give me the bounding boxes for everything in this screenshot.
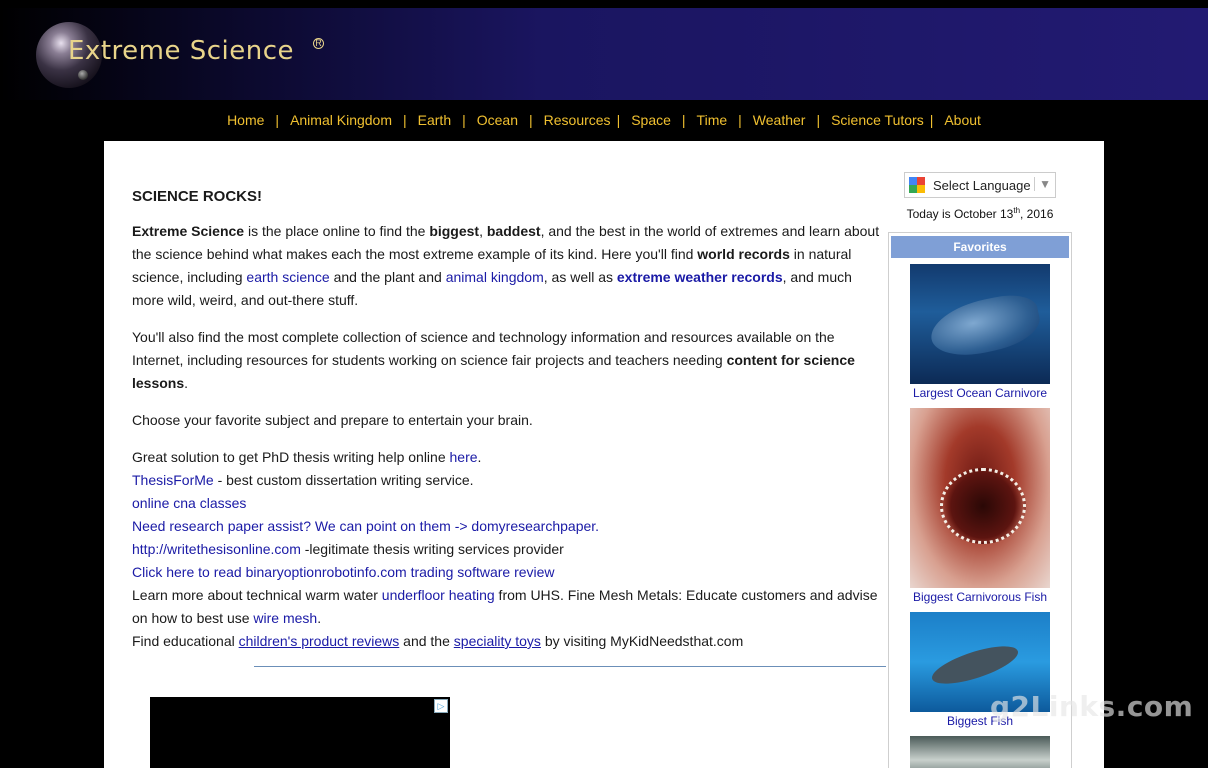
nav-home[interactable]: Home — [227, 112, 265, 128]
favorite-item[interactable] — [889, 736, 1071, 768]
page-title: SCIENCE ROCKS! — [132, 188, 263, 205]
link-text: . — [317, 610, 322, 626]
divider — [254, 666, 886, 667]
whale-image[interactable] — [910, 264, 1050, 384]
main-nav — [0, 108, 1208, 134]
list-item — [132, 630, 880, 653]
link-text: from UHS. Fine Mesh Metals: Educate customers and advise on how to best use — [132, 587, 878, 626]
nav-separator: | — [529, 112, 533, 128]
sponsored-links — [132, 446, 880, 653]
research-paper-link[interactable]: Need research paper assist? We can point on them -> domyresearchpaper. — [132, 518, 600, 534]
choose-paragraph: Choose your favorite subject and prepare to entertain your brain. — [132, 412, 533, 428]
watermark: g2Links.com — [990, 690, 1194, 723]
nav-separator: | — [275, 112, 280, 128]
product-reviews-link[interactable]: children's product reviews — [238, 633, 400, 649]
date-year: , 2016 — [1020, 207, 1054, 221]
animal-kingdom-link[interactable]: animal kingdom — [445, 269, 544, 285]
date-suffix: th — [1013, 206, 1021, 215]
intro-paragraph — [132, 220, 880, 312]
favorite-caption[interactable]: Biggest Carnivorous Fish — [912, 590, 1048, 604]
nav-time[interactable]: Time — [696, 112, 728, 128]
nav-separator: | — [816, 112, 821, 128]
favorite-image[interactable] — [910, 736, 1050, 768]
list-item — [132, 538, 880, 561]
nav-separator: | — [616, 112, 621, 128]
extreme-weather-link[interactable]: extreme weather records — [616, 269, 783, 285]
binaryoption-link[interactable]: Click here to read binaryoptionrobotinfo.com trading software review — [132, 564, 555, 580]
nav-separator: | — [929, 112, 934, 128]
nav-ocean[interactable]: Ocean — [476, 112, 518, 128]
resources-text: . — [184, 375, 189, 391]
nav-separator: | — [403, 112, 407, 128]
link-text: Great solution to get PhD thesis writing help online — [132, 449, 450, 465]
list-item — [132, 561, 880, 584]
nav-separator: | — [462, 112, 466, 128]
resources-paragraph — [132, 326, 880, 395]
date-text: Today is October 13 — [906, 207, 1014, 221]
dropdown-arrow-icon[interactable]: ▼ — [1034, 177, 1051, 191]
intro-text: is the place online to find the — [244, 223, 430, 239]
underfloor-heating-link[interactable]: underfloor heating — [381, 587, 495, 603]
logo-small-sphere-icon — [78, 70, 88, 80]
favorites-panel — [888, 232, 1072, 768]
wire-mesh-link[interactable]: wire mesh — [253, 610, 318, 626]
language-select[interactable] — [904, 172, 1056, 198]
nav-science-tutors[interactable]: Science Tutors — [831, 112, 924, 128]
speciality-toys-link[interactable]: speciality toys — [453, 633, 541, 649]
cna-classes-link[interactable]: online cna classes — [132, 495, 247, 511]
link-text: - best custom dissertation writing service. — [213, 472, 474, 488]
shark-image[interactable] — [910, 408, 1050, 588]
nav-separator: | — [738, 112, 742, 128]
favorite-caption[interactable]: Biggest Fish — [946, 714, 1014, 728]
resources-bold: content for science lessons — [132, 352, 855, 391]
site-logo[interactable]: Extreme Science — [68, 36, 294, 66]
google-translate-icon — [909, 177, 925, 193]
main-content — [132, 185, 880, 653]
intro-brand: Extreme Science — [132, 223, 245, 239]
intro-bold: baddest — [486, 223, 541, 239]
thesisforme-link[interactable]: ThesisForMe — [132, 472, 214, 488]
nav-weather[interactable]: Weather — [752, 112, 806, 128]
intro-text: , — [479, 223, 487, 239]
list-item — [132, 515, 880, 538]
intro-text: , and the best in the world of extremes and learn about the science behind what makes each the most extreme example of its kind. Here you'll find — [132, 223, 880, 262]
today-date — [894, 206, 1066, 221]
intro-bold: world records — [697, 246, 790, 262]
link-text: Find educational — [132, 633, 239, 649]
link-text: . — [477, 449, 482, 465]
earth-science-link[interactable]: earth science — [246, 269, 330, 285]
link-text: -legitimate thesis writing services provider — [300, 541, 564, 557]
list-item — [132, 584, 880, 630]
nav-space[interactable]: Space — [631, 112, 671, 128]
favorite-item[interactable] — [889, 408, 1071, 604]
favorite-item[interactable] — [889, 264, 1071, 400]
intro-bold: biggest — [429, 223, 480, 239]
site-header — [0, 8, 1208, 100]
here-link[interactable]: here — [449, 449, 478, 465]
language-select-label: Select Language — [933, 177, 1031, 193]
resources-text: You'll also find the most complete collection of science and technology information and resources available on the Internet, including resources for students working on science fair projects and teachers needing — [132, 329, 835, 368]
link-text: Learn more about technical warm water — [132, 587, 382, 603]
list-item — [132, 446, 880, 469]
intro-text: in natural science, including — [132, 246, 852, 285]
list-item — [132, 492, 880, 515]
favorite-caption[interactable]: Largest Ocean Carnivore — [912, 386, 1048, 400]
writethesisonline-link[interactable]: http://writethesisonline.com — [132, 541, 301, 557]
content-page — [104, 141, 1104, 768]
link-text: and the — [399, 633, 454, 649]
intro-text: , as well as — [543, 269, 617, 285]
favorites-title: Favorites — [891, 236, 1069, 258]
intro-text: and the plant and — [329, 269, 446, 285]
adchoices-icon[interactable]: ▷ — [434, 699, 448, 713]
nav-earth[interactable]: Earth — [417, 112, 452, 128]
intro-text: , and much more wild, weird, and out-there stuff. — [132, 269, 852, 308]
nav-animal-kingdom[interactable]: Animal Kingdom — [290, 112, 392, 128]
nav-separator: | — [681, 112, 686, 128]
link-text: by visiting MyKidNeedsthat.com — [540, 633, 744, 649]
nav-resources[interactable]: Resources — [543, 112, 611, 128]
nav-about[interactable]: About — [944, 112, 981, 128]
list-item — [132, 469, 880, 492]
registered-mark-icon: R — [313, 38, 324, 49]
ad-banner[interactable] — [150, 697, 450, 768]
